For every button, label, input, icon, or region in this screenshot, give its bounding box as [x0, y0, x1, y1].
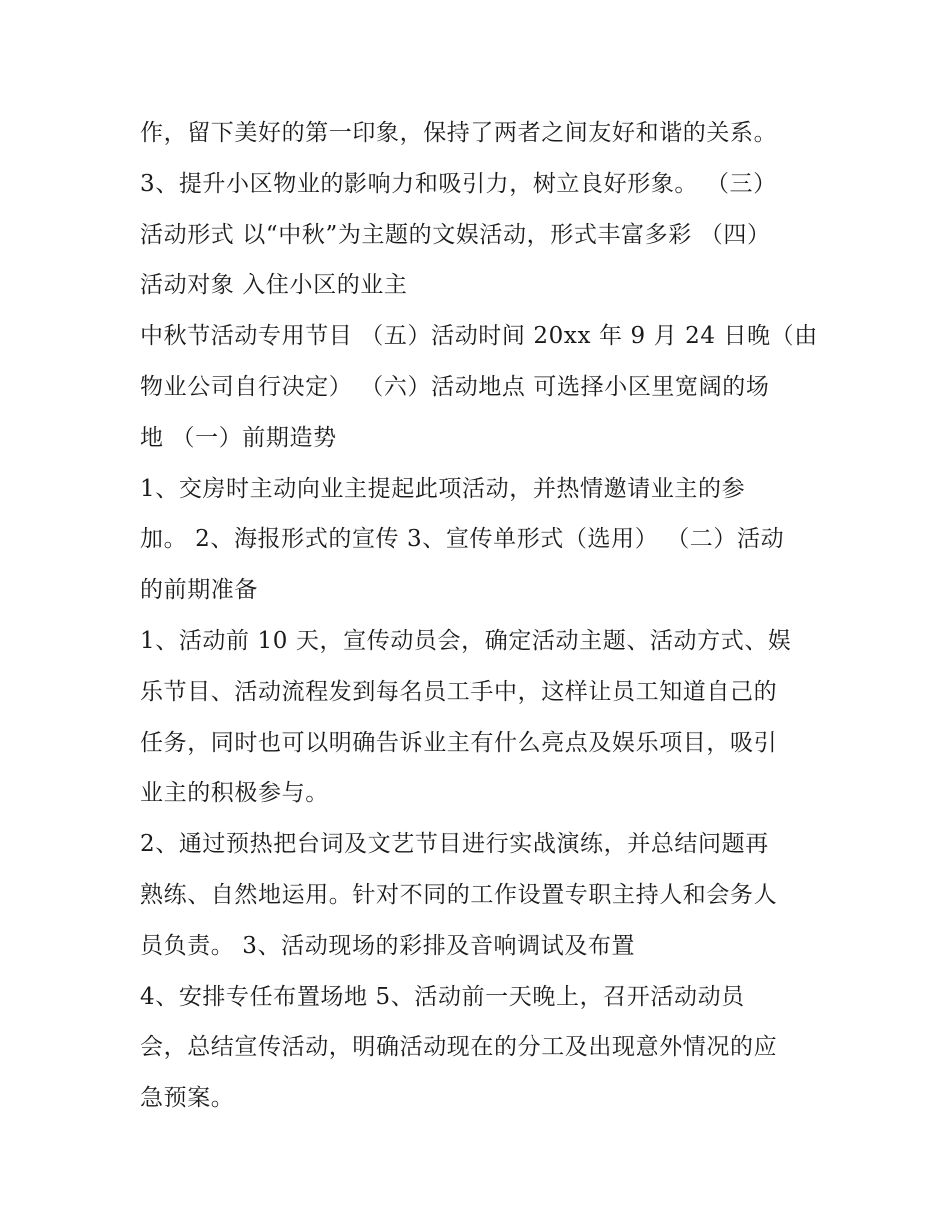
- text-line: 活动形式 以“中秋”为主题的文娱活动，形式丰富多彩 （四）: [140, 221, 771, 248]
- text-line: 物业公司自行决定） （六）活动地点 可选择小区里宽阔的场: [140, 373, 770, 400]
- text-line: 作，留下美好的第一印象，保持了两者之间友好和谐的关系。: [140, 120, 778, 146]
- text-line: 急预案。: [140, 1085, 235, 1112]
- text-line: 中秋节活动专用节目 （五）活动时间 20xx 年 9 月 24 日晚（由: [140, 323, 818, 350]
- text-line: 1、活动前 10 天，宣传动员会，确定活动主题、活动方式、娱: [140, 627, 792, 654]
- text-line: 活动对象 入住小区的业主: [140, 272, 408, 299]
- text-line: 4、安排专任布置场地 5、活动前一天晚上，召开活动动员: [140, 983, 745, 1010]
- text-line: 熟练、自然地运用。针对不同的工作设置专职主持人和会务人: [140, 881, 778, 908]
- document-body: [140, 108, 820, 1124]
- text-line: 地 （一）前期造势: [140, 424, 337, 451]
- text-line: 业主的积极参与。: [140, 780, 329, 807]
- text-line: 乐节目、活动流程发到每名员工手中，这样让员工知道自己的: [140, 678, 778, 705]
- text-line: 2、通过预热把台词及文艺节目进行实战演练，并总结问题再: [140, 831, 769, 858]
- text-line: 员负责。 3、活动现场的彩排及音响调试及布置: [140, 932, 636, 959]
- text-line: 3、提升小区物业的影响力和吸引力，树立良好形象。 （三）: [140, 170, 777, 197]
- text-line: 1、交房时主动向业主提起此项活动，并热情邀请业主的参: [140, 475, 746, 502]
- text-line: 任务，同时也可以明确告诉业主有什么亮点及娱乐项目，吸引: [140, 729, 778, 756]
- text-line: 的前期准备: [140, 577, 258, 604]
- text-line: 会，总结宣传活动，明确活动现在的分工及出现意外情况的应: [140, 1034, 778, 1061]
- text-line: 加。 2、海报形式的宣传 3、宣传单形式（选用） （二）活动: [140, 526, 785, 553]
